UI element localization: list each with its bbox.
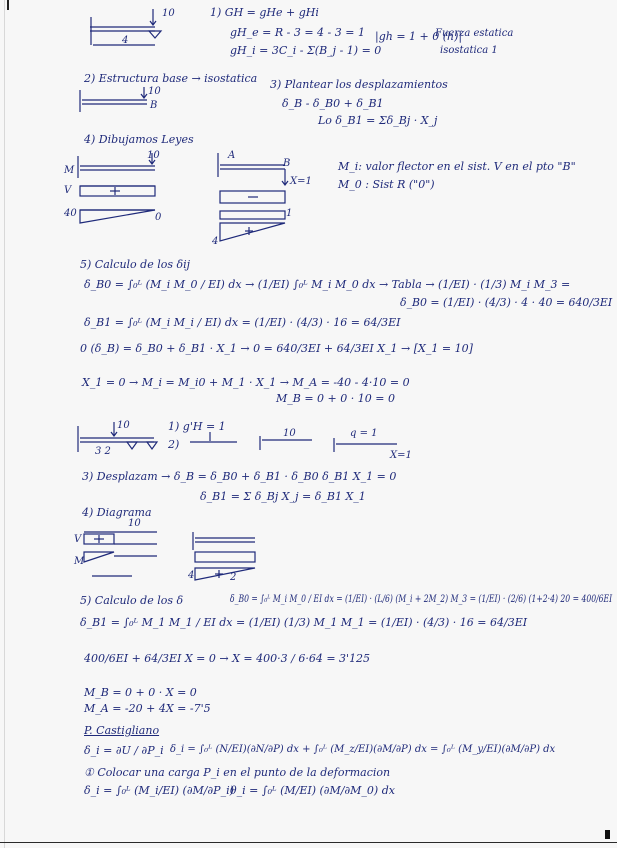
paper-left-edge: [4, 0, 5, 848]
laws-diagram-right: [200, 145, 310, 250]
note-line2: isostatica 1: [440, 45, 498, 56]
sec4-title: 4) Dibujamos Leyes: [84, 133, 194, 146]
sec6-gh: 1) g'H = 1: [168, 420, 226, 433]
sec7-eq-MA: M_A = -20 + 4X = -7'5: [84, 702, 211, 715]
sec3-title: 3) Plantear los desplazamientos: [270, 78, 448, 91]
sec8-eq1: δ_i = ∂U / ∂P_i: [84, 744, 164, 757]
sec6-q: q = 1: [350, 428, 378, 439]
sec6-V: V: [74, 534, 82, 545]
sec4-four: 4: [212, 236, 219, 247]
sec7-eq-MB: M_B = 0 + 0 · X = 0: [84, 686, 197, 699]
sec3-eq1: δ_B - δ_B0 + δ_B1: [282, 97, 384, 110]
sec2-B: B: [150, 100, 158, 111]
sec8-title: P. Castigliano: [84, 724, 160, 737]
sec8-eq3: ① Colocar una carga P_i en el punto de la deformacion: [84, 766, 391, 779]
sec2-load: 10: [148, 86, 161, 97]
sec4-one: 1: [286, 208, 293, 219]
sec4-zero: 0: [155, 212, 162, 223]
sec4-M-label: M: [64, 165, 75, 176]
sec6-M: M: [74, 556, 85, 567]
sec6-step4: 4) Diagrama: [82, 506, 152, 519]
corner-mark-top: [7, 0, 9, 10]
sec5-eq-compat: 0 (δ_B) = δ_B0 + δ_B1 · X_1 → 0 = 640/3EI + 64/3EI X_1 → [X_1 = 10]: [80, 342, 473, 355]
sec6-load3: 10: [128, 518, 141, 529]
sec6-load2: 10: [283, 428, 296, 439]
sec4-A: A: [228, 150, 236, 161]
sec2-title: 2) Estructura base → isostatica: [84, 72, 258, 85]
sec5-eq-MB: M_B = 0 + 0 · 10 = 0: [276, 392, 395, 405]
sec4-V-label: V: [64, 185, 72, 196]
sec6-step3: 3) Desplazam → δ_B = δ_B0 + δ_B1 · δ_B0 δ_B1 X_1 = 0: [82, 470, 397, 483]
diagram-right-sketch: [185, 530, 265, 585]
sec6-load: 10: [117, 420, 130, 431]
sec5-eq-d00: δ_B0 = ∫₀ᴸ (M_i M_0 / EI) dx → (1/EI) ∫₀ᴸ M_i M_0 dx → Tabla → (1/EI) · (1/3) M_i M_3 =: [84, 278, 571, 291]
top-load-label: 10: [162, 8, 175, 19]
sec7-title: 5) Calculo de los δ: [80, 594, 184, 607]
sec4-note1: M_i: valor flector en el sist. V en el pto "B": [338, 160, 576, 173]
sec4-note2: M_0 : Sist R ("0"): [338, 178, 435, 191]
sec7-eq-sum: 400/6EI + 64/3EI X = 0 → X = 400·3 / 6·64 = 3'125: [84, 652, 371, 665]
sec8-eq4: δ_i = ∫₀ᴸ (M_i/EI) (∂M/∂P_i): [84, 784, 234, 797]
sec5-title: 5) Calculo de los δij: [80, 258, 191, 271]
sec6-two: 2: [230, 572, 237, 583]
diagram-left-sketch: [72, 518, 172, 588]
note-line1: Fuerza estatica: [435, 28, 514, 39]
sec4-40: 40: [64, 208, 77, 219]
sec5-eq-M: X_1 = 0 → M_i = M_i0 + M_1 · X_1 → M_A = -40 - 4·10 = 0: [82, 376, 410, 389]
gh-total-text: |gh = 1 + 0 (h)|: [375, 30, 463, 43]
sec4-B: B: [283, 158, 291, 169]
sec3-eq2: Lo δ_B1 = Σδ_Bj · X_j: [318, 114, 438, 127]
top-span-label: 4: [122, 35, 129, 46]
sec8-eq2: δ_i = ∫₀ᴸ (N/EI)(∂N/∂P) dx + ∫₀ᴸ (M_z/EI)(∂M/∂P) dx = ∫₀ᴸ (M_y/EI)(∂M/∂P) dx: [170, 744, 556, 755]
sec8-eq5: θ_i = ∫₀ᴸ (M/EI) (∂M/∂M_0) dx: [230, 784, 395, 797]
sec6-step2: 2): [168, 438, 180, 451]
gHe-text: gH_e = R - 3 = 4 - 3 = 1: [230, 26, 365, 39]
sec6-X1: X=1: [390, 450, 412, 461]
sec6-step3b: δ_B1 = Σ δ_Bj X_j = δ_B1 X_1: [200, 490, 366, 503]
sec5-eq-d11: δ_B1 = ∫₀ᴸ (M_i M_i / EI) dx = (1/EI) · (4/3) · 16 = 64/3EI: [84, 316, 401, 329]
paper-bottom-edge: [0, 842, 617, 843]
sec4-load: 10: [147, 150, 160, 161]
corner-mark: [605, 830, 610, 839]
gHi-text: gH_i = 3C_i - Σ(B_j - 1) = 0: [230, 44, 382, 57]
sec7-eq-d1: δ_B1 = ∫₀ᴸ M_1 M_1 / EI dx = (1/EI) (1/3) M_1 M_1 = (1/EI) · (4/3) · 16 = 64/3EI: [80, 616, 528, 629]
sec4-X1: X=1: [290, 176, 312, 187]
laws-diagram-left: [60, 148, 180, 238]
sec6-four: 4: [188, 570, 195, 581]
sec5-eq-d00-result: δ_B0 = (1/EI) · (4/3) · 4 · 40 = 640/3EI: [400, 296, 613, 309]
sec7-eq-d0: δ_B0 = ∫₀ᴸ M_i M_0 / EI dx = (1/EI) · (L/6) (M_i + 2M_2) M_3 = (1/EI) · (2/6) (1+2·4) 20 = 400/6EI: [230, 594, 613, 605]
step1-text: 1) GH = gHe + gHi: [210, 6, 319, 19]
sec6-dims: 3 2: [95, 446, 111, 457]
